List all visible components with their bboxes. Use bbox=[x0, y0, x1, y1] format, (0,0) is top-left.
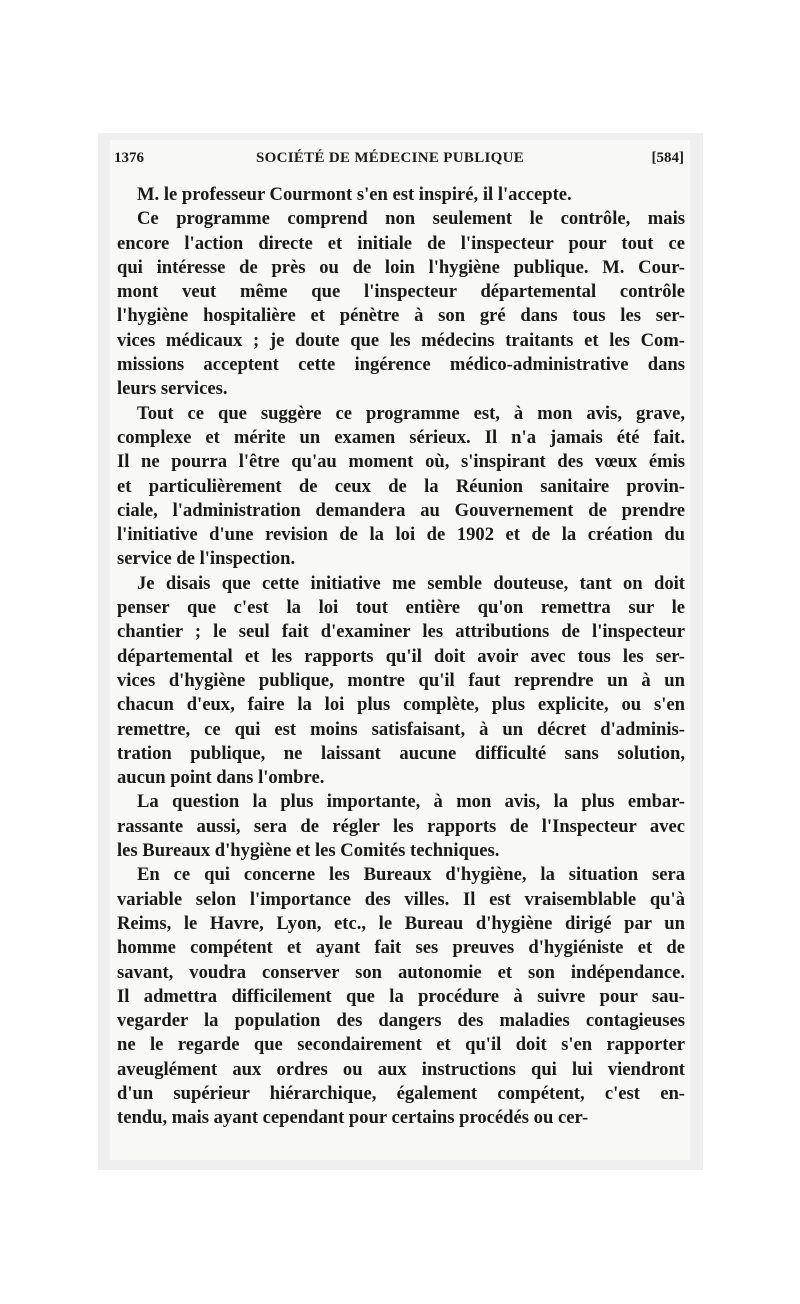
text-line: En ce qui concerne les Bureaux d'hygiène, la situation sera bbox=[137, 864, 685, 886]
page-number: 1376 bbox=[114, 150, 144, 166]
paragraph bbox=[117, 183, 685, 207]
text-line: l'initiative d'une revision de la loi de 1902 et de la création du bbox=[117, 524, 685, 546]
text-line: complexe et mérite un examen sérieux. Il n'a jamais été fait. bbox=[117, 426, 685, 448]
text-line: tration publique, ne laissant aucune difficulté sans solution, bbox=[117, 742, 685, 764]
paragraph bbox=[117, 572, 685, 791]
text-line: rassante aussi, sera de régler les rapports de l'Inspecteur avec bbox=[117, 815, 685, 837]
text-line: savant, voudra conserver son autonomie et son indépendance. bbox=[117, 961, 685, 983]
text-line: Je disais que cette initiative me semble douteuse, tant on doit bbox=[137, 572, 685, 594]
text-line: départemental et les rapports qu'il doit avoir avec tous les ser- bbox=[117, 645, 685, 667]
text-line: Il ne pourra l'être qu'au moment où, s'inspirant des vœux émis bbox=[117, 451, 685, 473]
text-line: leurs services. bbox=[117, 378, 228, 400]
text-line: remettre, ce qui est moins satisfaisant, à un décret d'adminis- bbox=[117, 718, 685, 740]
text-line: et particulièrement de ceux de la Réunion sanitaire provin- bbox=[117, 475, 685, 497]
text-line: variable selon l'importance des villes. Il est vraisemblable qu'à bbox=[117, 888, 685, 910]
section-number: [584] bbox=[651, 150, 684, 166]
text-line: l'hygiène hospitalière et pénètre à son gré dans tous les ser- bbox=[117, 305, 685, 327]
text-line: vices d'hygiène publique, montre qu'il faut reprendre un à un bbox=[117, 669, 685, 691]
running-head bbox=[114, 150, 686, 172]
body-text bbox=[117, 183, 685, 1131]
text-line: Ce programme comprend non seulement le contrôle, mais bbox=[137, 208, 685, 230]
paragraph bbox=[117, 790, 685, 863]
text-line: chacun d'eux, faire la loi plus complète, plus explicite, ou s'en bbox=[117, 694, 685, 716]
text-line: encore l'action directe et initiale de l'inspecteur pour tout ce bbox=[117, 232, 685, 254]
text-line: missions acceptent cette ingérence médico-administrative dans bbox=[117, 354, 685, 376]
text-line: aveuglément aux ordres ou aux instructions qui lui viendront bbox=[117, 1058, 685, 1080]
text-line: les Bureaux d'hygiène et les Comités techniques. bbox=[117, 840, 500, 862]
text-line: vices médicaux ; je doute que les médecins traitants et les Com- bbox=[117, 329, 685, 351]
text-line: homme compétent et ayant fait ses preuves d'hygiéniste et de bbox=[117, 937, 685, 959]
text-line: mont veut même que l'inspecteur départemental contrôle bbox=[117, 281, 685, 303]
text-line: tendu, mais ayant cependant pour certains procédés ou cer- bbox=[117, 1107, 589, 1129]
paragraph bbox=[117, 207, 685, 401]
text-line: ne le regarde que secondairement et qu'il doit s'en rapporter bbox=[117, 1034, 685, 1056]
running-title: SOCIÉTÉ DE MÉDECINE PUBLIQUE bbox=[256, 150, 525, 166]
text-line: qui intéresse de près ou de loin l'hygiène publique. M. Cour- bbox=[117, 256, 685, 278]
text-line: Il admettra difficilement que la procédure à suivre pour sau- bbox=[117, 985, 685, 1007]
text-line: La question la plus importante, à mon avis, la plus embar- bbox=[137, 791, 685, 813]
text-line: aucun point dans l'ombre. bbox=[117, 767, 325, 789]
text-line: service de l'inspection. bbox=[117, 548, 296, 570]
text-line: Reims, le Havre, Lyon, etc., le Bureau d'hygiène dirigé par un bbox=[117, 912, 685, 934]
paragraph bbox=[117, 863, 685, 1130]
text-line: Tout ce que suggère ce programme est, à mon avis, grave, bbox=[137, 402, 685, 424]
paragraph bbox=[117, 402, 685, 572]
text-line: chantier ; le seul fait d'examiner les attributions de l'inspecteur bbox=[117, 621, 685, 643]
text-line: M. le professeur Courmont s'en est inspiré, il l'accepte. bbox=[137, 184, 572, 205]
text-line: vegarder la population des dangers des maladies contagieuses bbox=[117, 1010, 685, 1032]
text-line: ciale, l'administration demandera au Gouvernement de prendre bbox=[117, 499, 685, 521]
text-line: d'un supérieur hiérarchique, également compétent, c'est en- bbox=[117, 1082, 685, 1104]
text-line: penser que c'est la loi tout entière qu'on remettra sur le bbox=[117, 597, 685, 619]
